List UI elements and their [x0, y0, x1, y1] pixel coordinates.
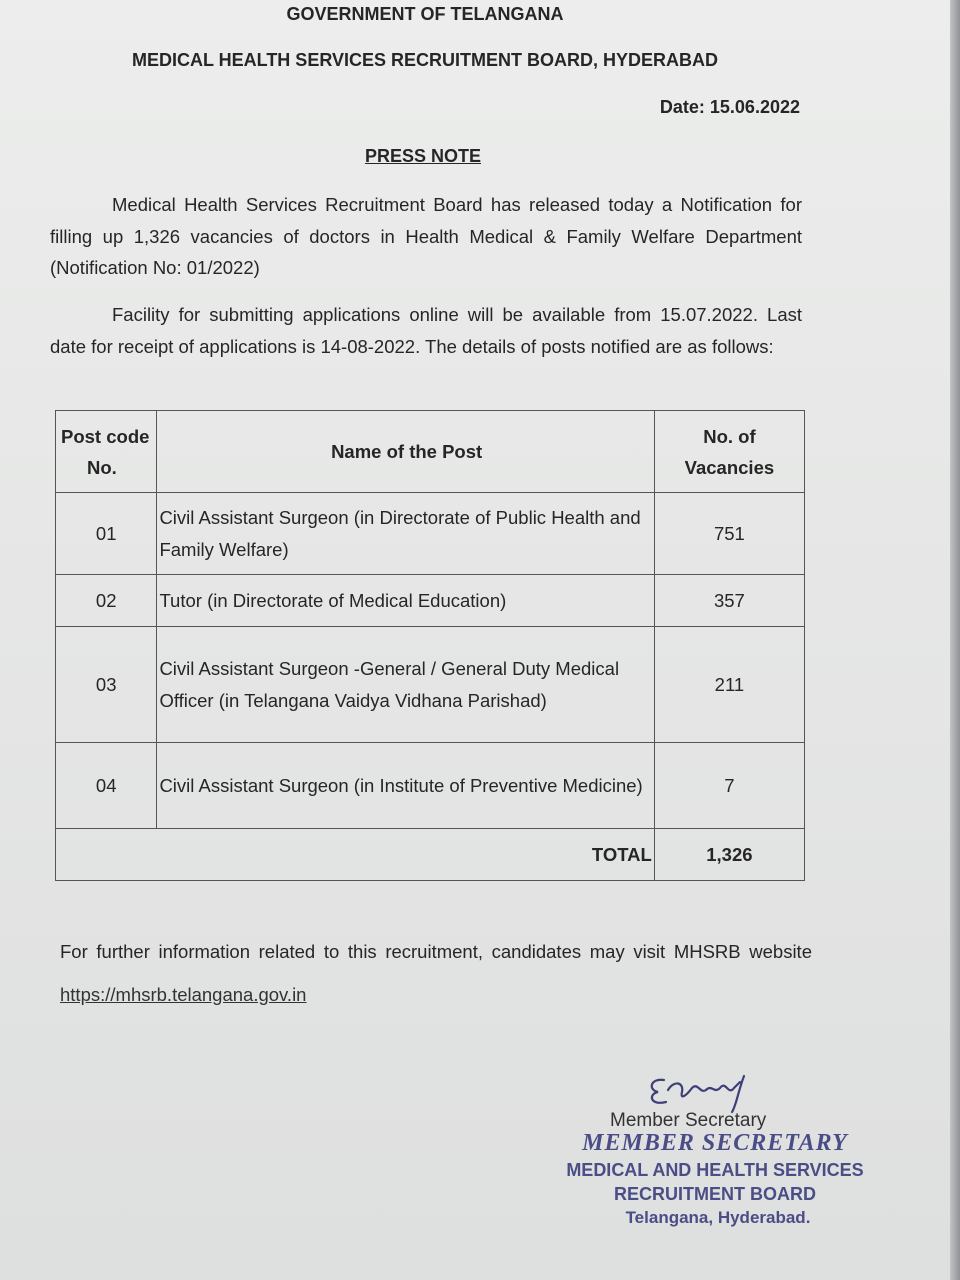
- header-vacancies-line2: Vacancies: [684, 456, 775, 478]
- table-row: [56, 627, 805, 743]
- intro-paragraph: Medical Health Services Recruitment Board has released today a Notification for filling up 1,326 vacancies of doctors in Health Medical & Family Welfare Department (Notification No: 01/2022): [50, 194, 802, 278]
- post-name: Civil Assistant Surgeon -General / General Duty Medical Officer (in Telangana Vaidya Vidhana Parishad): [157, 627, 654, 743]
- table-row: [56, 493, 805, 575]
- dates-paragraph: Facility for submitting applications online will be available from 15.07.2022. Last date for receipt of applications is 14-08-2022. The details of posts notified are as follows:: [50, 304, 802, 357]
- post-code: 01: [56, 493, 157, 575]
- post-code: 02: [56, 575, 157, 627]
- total-row: [56, 829, 805, 881]
- stamp-designation: MEMBER SECRETARY: [582, 1130, 848, 1156]
- board-heading: MEDICAL HEALTH SERVICES RECRUITMENT BOARD, HYDERABAD: [131, 50, 719, 70]
- table-row: [56, 743, 805, 829]
- header-vacancies: [654, 411, 804, 493]
- header-post-code-line1: Post code: [61, 425, 150, 447]
- post-vacancies: 211: [654, 627, 804, 743]
- post-vacancies: 7: [654, 743, 804, 829]
- government-heading: GOVERNMENT OF TELANGANA: [286, 4, 564, 24]
- post-name: Civil Assistant Surgeon (in Institute of Preventive Medicine): [157, 743, 654, 829]
- note-date: Date: 15.06.2022: [659, 97, 800, 117]
- header-post-name: Name of the Post: [157, 411, 654, 493]
- press-note-title: PRESS NOTE: [364, 146, 482, 166]
- header-post-code-line2: No.: [87, 456, 117, 478]
- stamp-line-organization: MEDICAL AND HEALTH SERVICES: [566, 1160, 864, 1180]
- stamp-line-location: Telangana, Hyderabad.: [625, 1208, 811, 1227]
- header-post-code: [56, 411, 157, 493]
- total-value: 1,326: [654, 829, 804, 881]
- handwritten-designation: Member Secretary: [610, 1110, 767, 1131]
- stamp-line-board: RECRUITMENT BOARD: [614, 1184, 816, 1204]
- header-vacancies-line1: No. of: [703, 425, 756, 447]
- post-vacancies: 751: [654, 493, 804, 575]
- table-header-row: [56, 411, 805, 493]
- post-name: Tutor (in Directorate of Medical Education): [157, 575, 654, 627]
- further-info-text: For further information related to this recruitment, candidates may visit MHSRB website: [60, 941, 812, 962]
- table-row: [56, 575, 805, 627]
- further-info: [60, 930, 812, 1016]
- post-name: Civil Assistant Surgeon (in Directorate of Public Health and Family Welfare): [157, 493, 654, 575]
- post-code: 04: [56, 743, 157, 829]
- post-code: 03: [56, 627, 157, 743]
- vacancy-table: [55, 410, 805, 881]
- post-vacancies: 357: [654, 575, 804, 627]
- website-link[interactable]: https://mhsrb.telangana.gov.in: [60, 984, 307, 1005]
- total-label: TOTAL: [56, 829, 655, 881]
- page-edge-shadow: [950, 0, 960, 1280]
